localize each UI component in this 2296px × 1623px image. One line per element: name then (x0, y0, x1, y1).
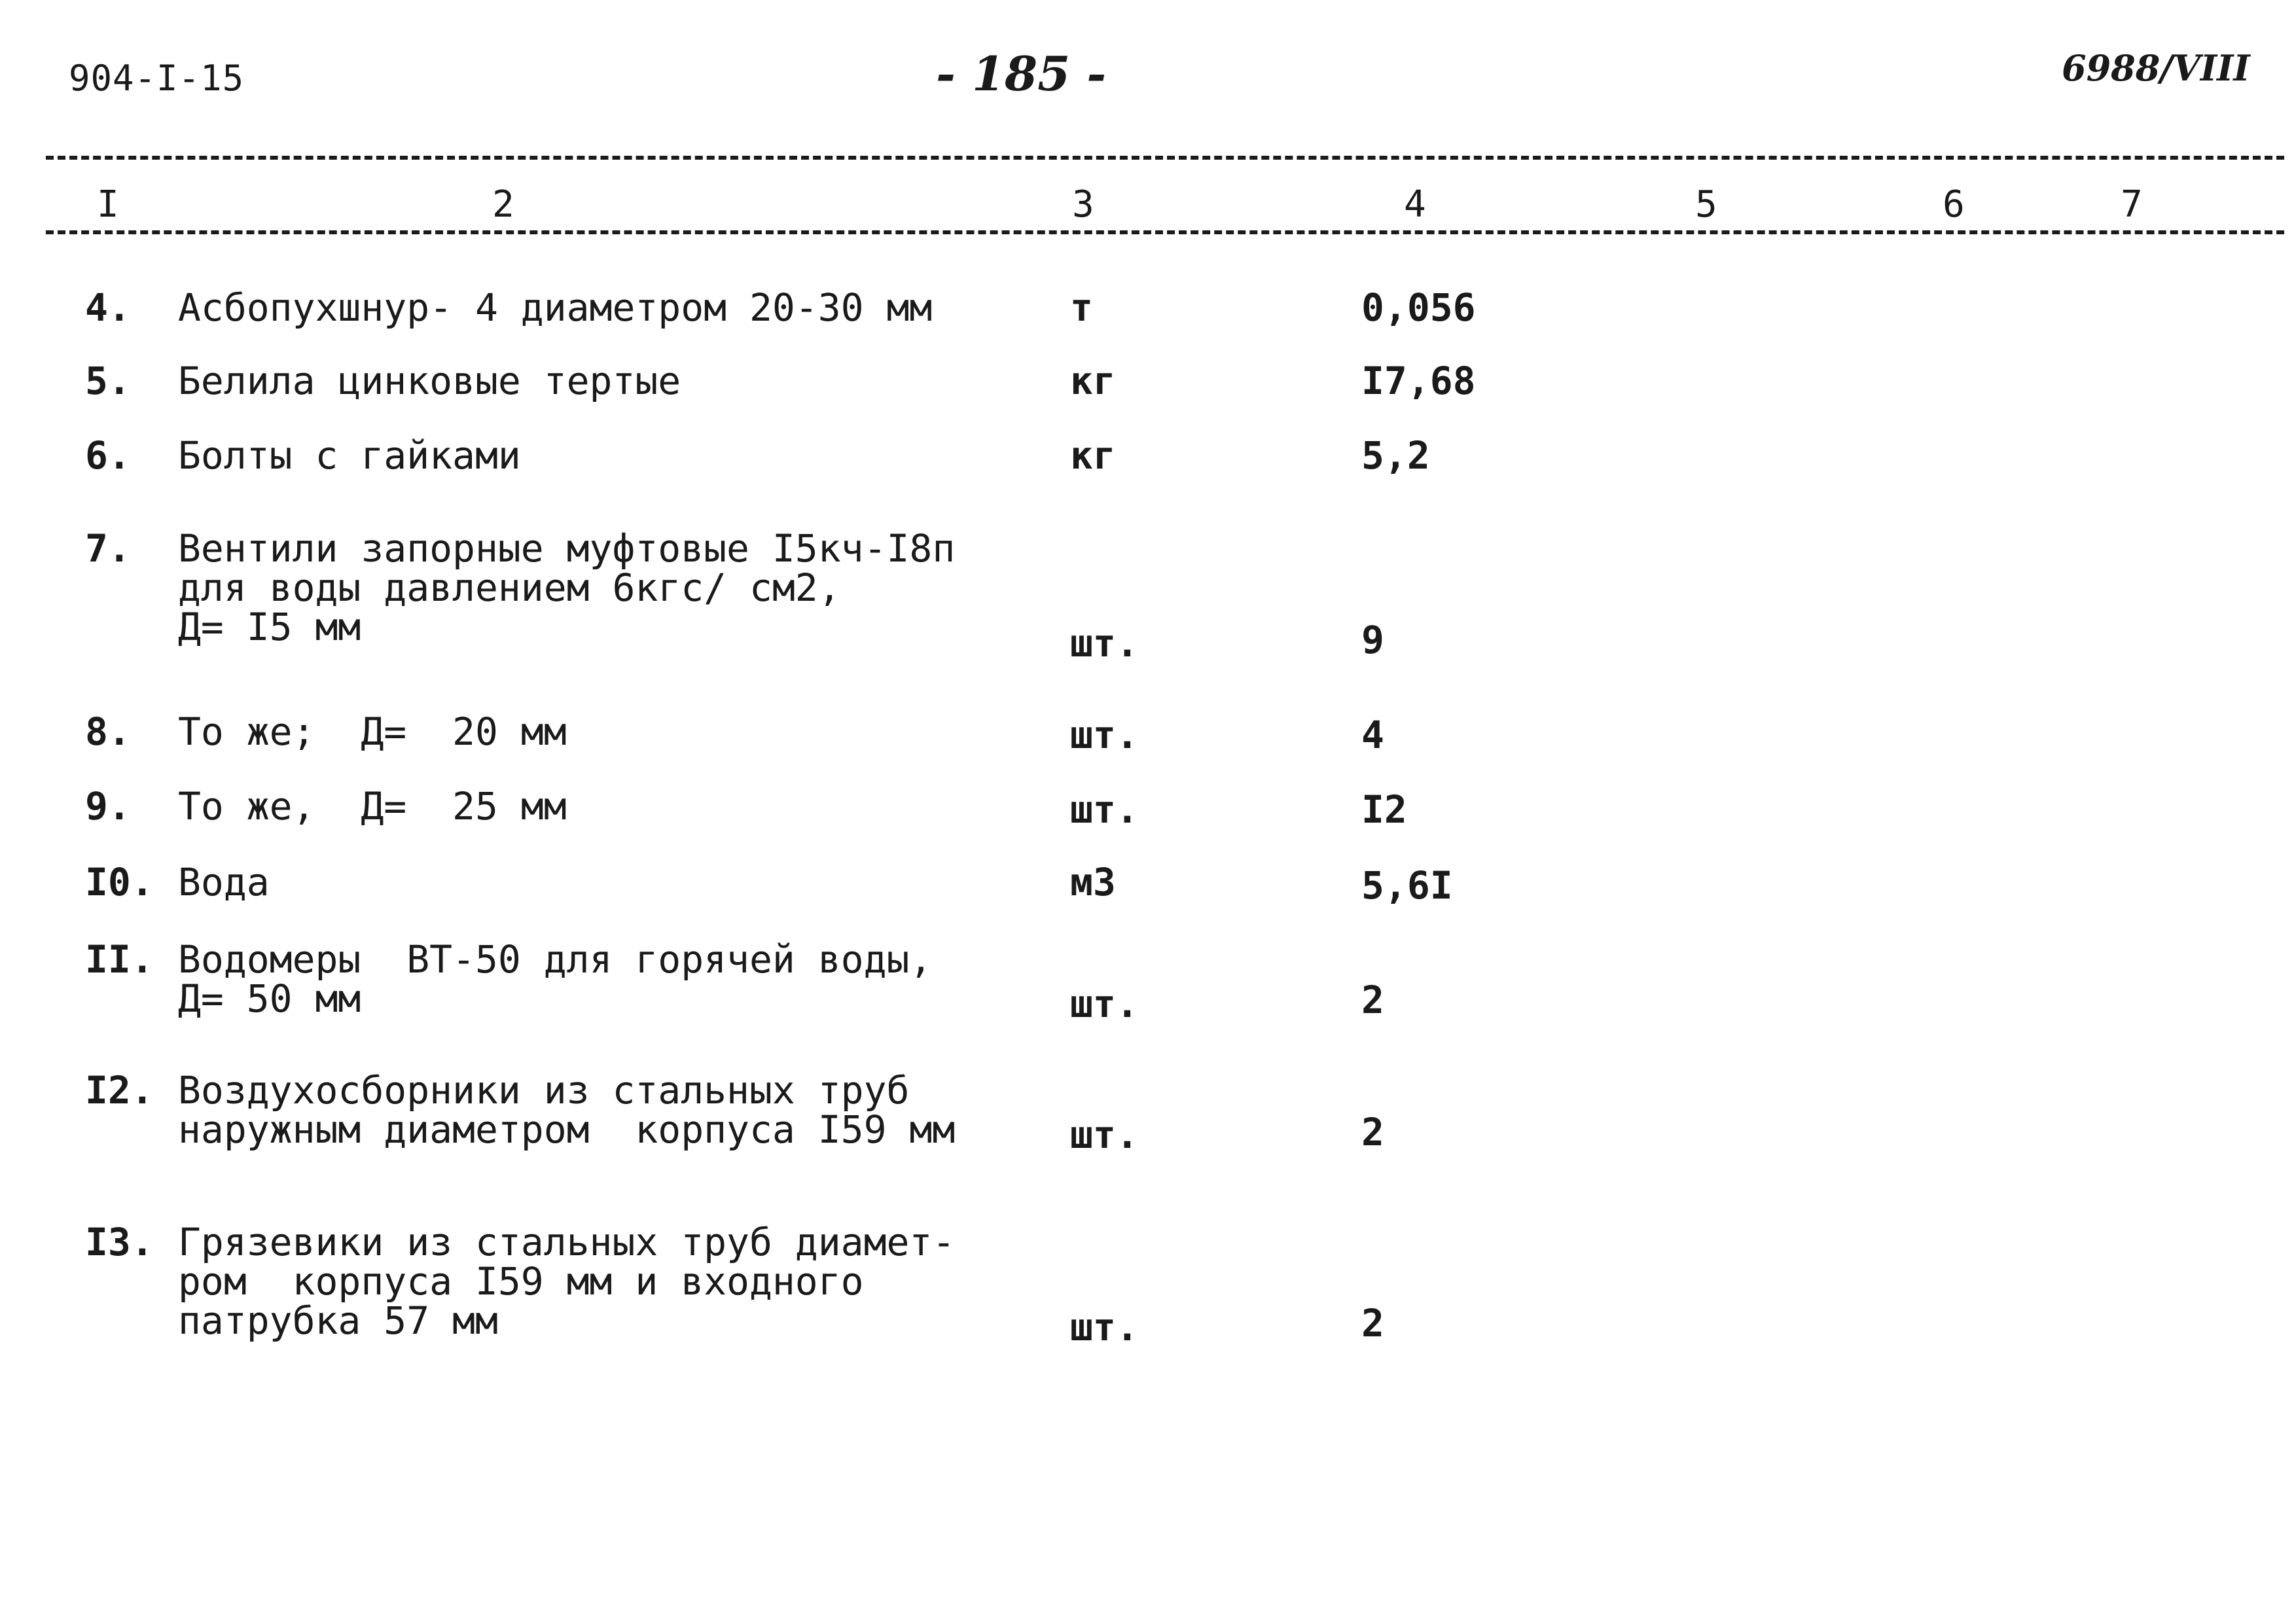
row-name: Вентили запорные муфтовые I5кч-I8п для воды давлением 6кгс/ см2, Д= I5 мм (178, 526, 956, 649)
row-quantity: 9 (1361, 618, 1384, 662)
row-number: 5. (85, 359, 131, 403)
column-number-2: 2 (492, 183, 514, 226)
row-name: Белила цинковые тертые (178, 359, 681, 403)
row-quantity: 4 (1361, 713, 1384, 757)
row-name: Воздухосборники из стальных труб наружным диаметром корпуса I59 мм (178, 1068, 956, 1152)
row-unit: м3 (1070, 860, 1116, 904)
table-header-rule (46, 230, 2284, 234)
column-number-4: 4 (1404, 183, 1426, 226)
row-number: 4. (85, 285, 131, 330)
row-unit: кг (1070, 433, 1116, 478)
column-number-3: 3 (1072, 183, 1094, 226)
document-code: 904-I-15 (69, 58, 245, 99)
row-quantity: I7,68 (1361, 359, 1476, 403)
row-name: То же; Д= 20 мм (178, 709, 567, 754)
row-number: 9. (85, 784, 131, 829)
row-number: I0. (85, 860, 154, 904)
row-number: 7. (85, 526, 131, 571)
row-quantity: 2 (1361, 978, 1384, 1022)
row-name: Вода (178, 860, 270, 904)
row-number: I3. (85, 1220, 154, 1264)
row-quantity: 5,6I (1361, 863, 1453, 908)
row-unit: шт. (1070, 787, 1139, 832)
row-name: Водомеры ВТ-50 для горячей воды, Д= 50 мм (178, 937, 933, 1021)
row-number: II. (85, 937, 154, 982)
row-unit: кг (1070, 359, 1116, 403)
row-number: I2. (85, 1068, 154, 1113)
column-number-7: 7 (2121, 183, 2143, 226)
row-number: 6. (85, 433, 131, 478)
row-quantity: 0,056 (1361, 285, 1476, 330)
row-unit: шт. (1070, 982, 1139, 1026)
row-quantity: I2 (1361, 787, 1407, 832)
row-unit: шт. (1070, 1113, 1139, 1157)
column-number-5: 5 (1695, 183, 1717, 226)
row-number: 8. (85, 709, 131, 754)
table-top-rule (46, 156, 2284, 160)
row-unit: т (1070, 285, 1093, 330)
column-number-6: 6 (1943, 183, 1965, 226)
row-name: Асбопухшнур- 4 диаметром 20-30 мм (178, 285, 933, 330)
row-unit: шт. (1070, 713, 1139, 757)
row-name: Болты с гайками (178, 433, 521, 478)
row-name: Грязевики из стальных труб диамет- ром корпуса I59 мм и входного патрубка 57 мм (178, 1220, 956, 1343)
row-unit: шт. (1070, 621, 1139, 666)
sheet-reference: 6988/VIII (2062, 47, 2250, 89)
row-quantity: 2 (1361, 1301, 1384, 1346)
row-quantity: 2 (1361, 1110, 1384, 1154)
row-quantity: 5,2 (1361, 433, 1430, 478)
page-number: - 185 - (936, 46, 1107, 101)
row-name: То же, Д= 25 мм (178, 784, 567, 829)
column-number-1: I (97, 183, 119, 226)
row-unit: шт. (1070, 1305, 1139, 1349)
